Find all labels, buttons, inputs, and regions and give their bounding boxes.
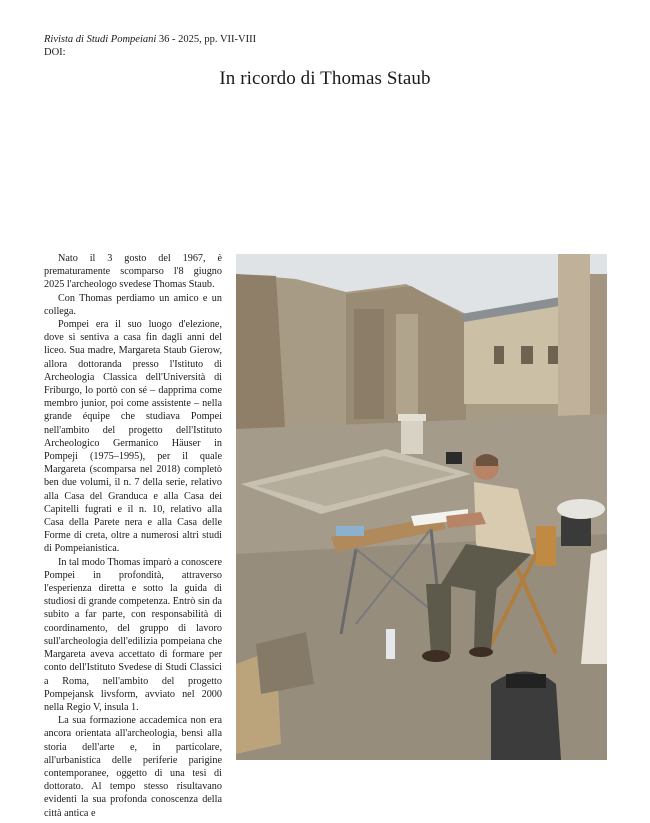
- body-text-column: [44, 252, 222, 820]
- paragraph-4: In tal modo Thomas imparò a conoscere Pompei in profondità, attraverso l'esperienza diretta e sotto la guida di studiosi di grande competenza. Entrò sin da subito a far parte, con responsabilità di coordinamento, del gruppo di lavoro sull'archeologia dell'edilizia pompeiana che Margareta aveva accettato di formare per conto dell'Istituto Svedese di Studi Classici a Roma, nell'ambito del progetto Pompejansk livsform, avviato nel 2000 nella Regio V, insula 1.: [44, 556, 222, 713]
- photo-archaeologist-drawing: [236, 254, 607, 760]
- paragraph-2: Con Thomas perdiamo un amico e un collega.: [44, 292, 222, 317]
- paragraph-1: Nato il 3 gosto del 1967, è prematuramente scomparso l'8 giugno 2025 l'archeologo svedese Thomas Staub.: [44, 253, 222, 291]
- running-header: [44, 33, 256, 59]
- issue-pages: 36 - 2025, pp. VII-VIII: [158, 34, 257, 45]
- article-title: In ricordo di Thomas Staub: [219, 68, 431, 89]
- paragraph-3: Pompei era il suo luogo d'elezione, dove si sentiva a casa fin dagli anni del liceo. Sua madre, Margareta Staub Gierow, allora dottoranda presso l'Istituto di Archeologia Classica dell'Università di Friburgo, lo portò con sé – dapprima come membro junior, poi come assistente – nella grande équipe che studiava Pompei nell'ambito del progetto dell'Istituto Archeologico Germanico Häuser in Pompeji (1975–1995), per il quale Margareta (scomparsa nel 2018) completò ben due volumi, il n. 7 della serie, relativo alla Casa del Granduca e alla Casa dei Capitelli fugrati e il n. 10, relativo alla Casa della Parete nera e alla Casa delle Forme di creta, oltre a numerosi altri studi di Pompeianistica.: [44, 319, 222, 555]
- paragraph-5: La sua formazione accademica non era ancora orientata all'archeologia, bensì alla storia dell'arte e, in particolare, all'urbanistica delle periferie parigine contemporanee, oggetto di una tesi di dottorato. Al tempo stesso risultavano evidenti la sua profonda conoscenza della città antica e: [44, 715, 222, 819]
- citation-line: [44, 33, 256, 46]
- journal-name: Rivista di Studi Pompeiani: [44, 34, 157, 45]
- doi-label: DOI:: [44, 47, 66, 58]
